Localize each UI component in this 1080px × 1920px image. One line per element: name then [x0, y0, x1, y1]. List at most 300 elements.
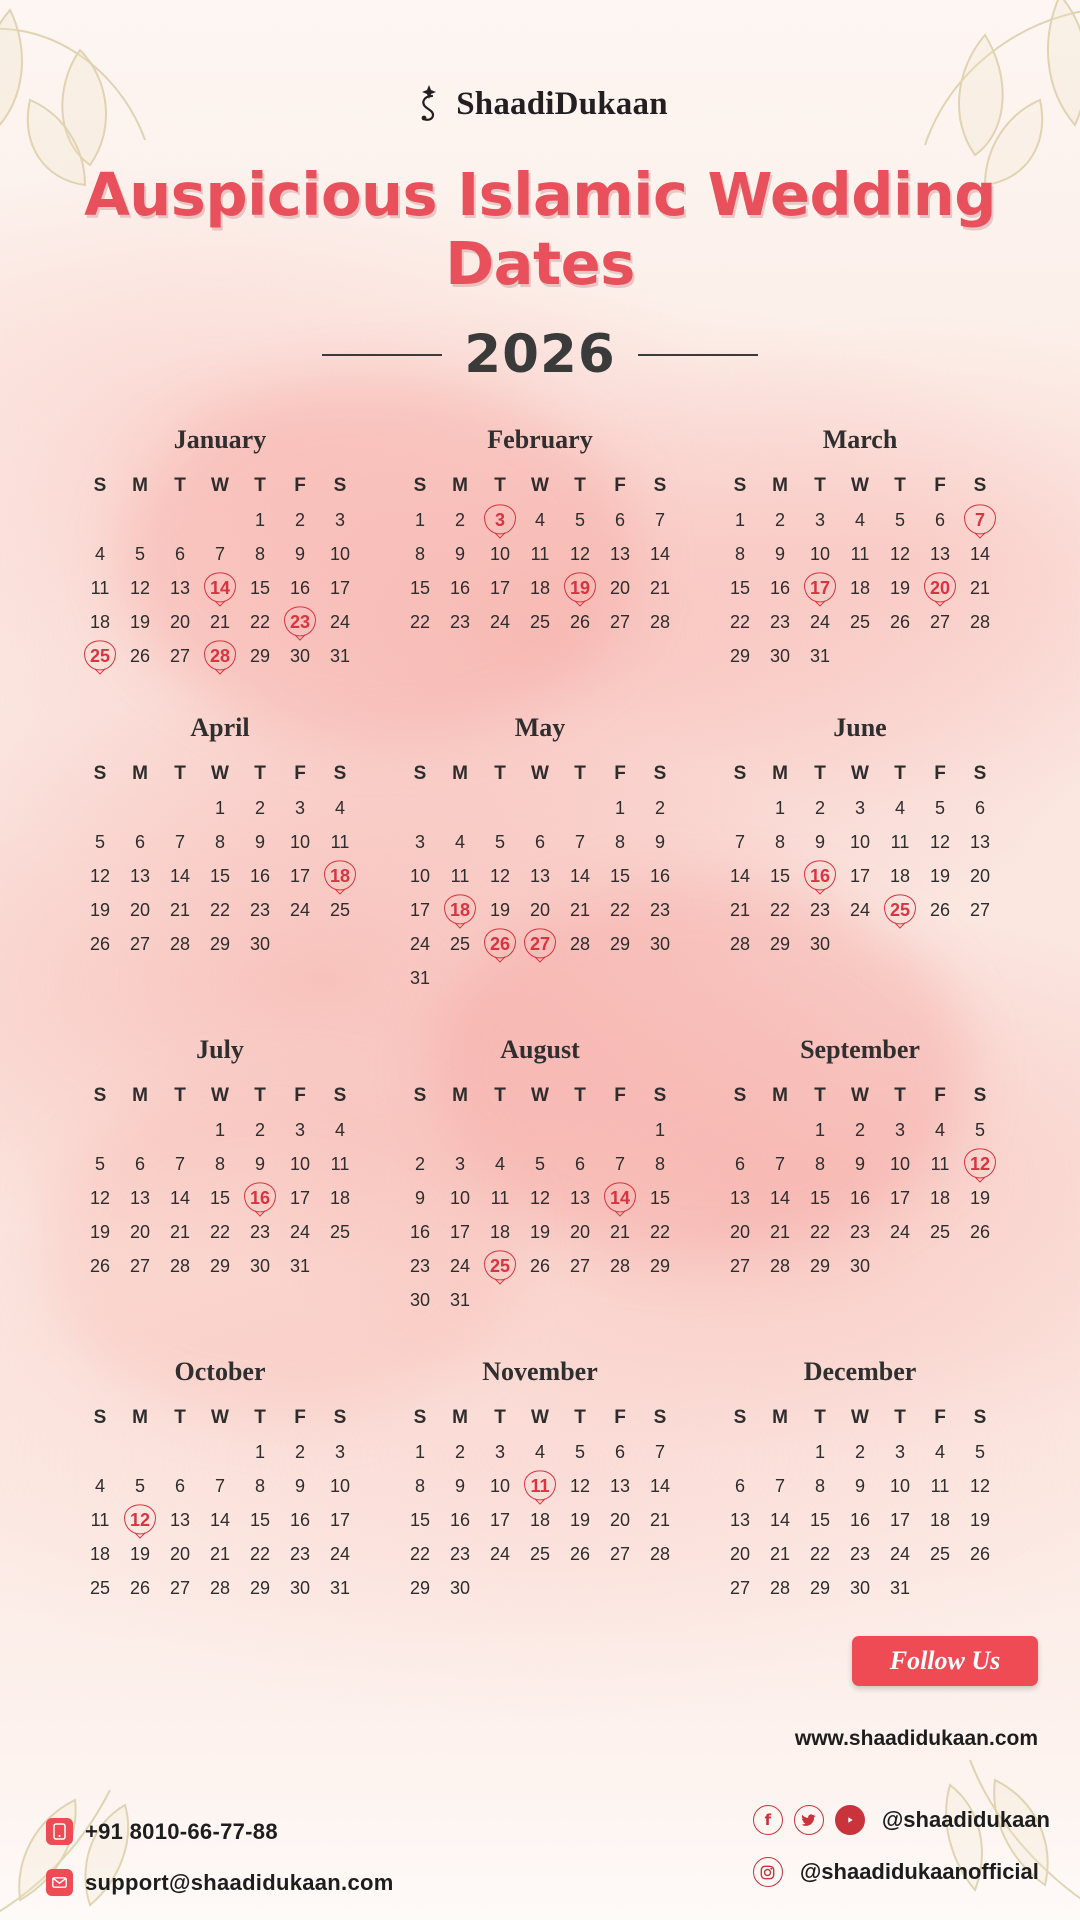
empty-day-cell [600, 961, 640, 995]
dow-label: W [211, 1407, 229, 1428]
week-row [700, 893, 1020, 927]
day-cell: 16 [769, 578, 791, 598]
auspicious-date-cell[interactable]: 12 [960, 1147, 1000, 1181]
day-cell: 1 [614, 798, 625, 818]
auspicious-date-cell[interactable]: 19 [560, 571, 600, 605]
day-cell: 21 [649, 1510, 671, 1530]
day-cell: 3 [294, 1120, 305, 1140]
day-cell: 3 [454, 1154, 465, 1174]
auspicious-date-cell[interactable]: 17 [800, 571, 840, 605]
day-cell: 15 [249, 578, 271, 598]
dow-label: S [733, 1085, 747, 1106]
day-cell: 21 [169, 900, 191, 920]
dow-label: T [494, 1407, 506, 1428]
day-cell: 14 [209, 1510, 231, 1530]
empty-day-cell [960, 927, 1000, 961]
day-cell: 25 [89, 1578, 111, 1598]
day-cell: 26 [969, 1222, 991, 1242]
dow-label: T [574, 475, 586, 496]
day-cell: 29 [249, 646, 271, 666]
day-cell: 15 [649, 1188, 671, 1208]
day-cell: 21 [649, 578, 671, 598]
dow-label: W [211, 475, 229, 496]
day-cell: 5 [574, 510, 585, 530]
day-cell: 28 [769, 1256, 791, 1276]
empty-day-cell [80, 1435, 120, 1469]
day-cell: 16 [449, 578, 471, 598]
website-url[interactable]: www.shaadidukaan.com [794, 1727, 1038, 1750]
day-cell: 10 [849, 832, 871, 852]
day-cell: 19 [969, 1510, 991, 1530]
day-cell: 5 [934, 798, 945, 818]
day-cell: 29 [249, 1578, 271, 1598]
twitter-icon[interactable] [794, 1805, 824, 1835]
empty-day-cell [160, 1435, 200, 1469]
empty-day-cell [560, 1113, 600, 1147]
dow-label: T [814, 763, 826, 784]
day-cell: 20 [569, 1222, 591, 1242]
empty-day-cell [80, 1113, 120, 1147]
day-cell: 19 [929, 866, 951, 886]
day-cell: 3 [414, 832, 425, 852]
day-cell: 23 [809, 900, 831, 920]
contact-info [46, 1818, 394, 1920]
day-cell: 12 [569, 544, 591, 564]
day-cell: 7 [174, 832, 185, 852]
instagram-icon[interactable] [753, 1857, 783, 1887]
week-row [60, 1537, 380, 1571]
week-row [380, 537, 700, 571]
auspicious-date-cell[interactable]: 25 [80, 639, 120, 673]
day-cell: 6 [614, 1442, 625, 1462]
day-cell: 6 [974, 798, 985, 818]
day-cell: 1 [214, 1120, 225, 1140]
week-row [380, 571, 700, 605]
dow-label: T [894, 475, 906, 496]
empty-day-cell [880, 927, 920, 961]
day-cell: 8 [814, 1476, 825, 1496]
day-cell: 27 [169, 646, 191, 666]
day-cell: 7 [774, 1154, 785, 1174]
day-cell: 28 [649, 612, 671, 632]
day-cell: 8 [734, 544, 745, 564]
day-cell: 28 [609, 1256, 631, 1276]
day-cell: 15 [409, 578, 431, 598]
day-cell: 15 [209, 1188, 231, 1208]
dow-label: S [413, 1085, 427, 1106]
dow-label: F [614, 1407, 626, 1428]
day-cell: 23 [449, 1544, 471, 1564]
day-cell: 26 [889, 612, 911, 632]
dow-label: M [772, 475, 788, 496]
day-cell: 13 [969, 832, 991, 852]
day-cell: 23 [249, 1222, 271, 1242]
day-cell: 8 [774, 832, 785, 852]
month-block [380, 713, 700, 995]
day-cell: 27 [129, 1256, 151, 1276]
day-cell: 4 [94, 1476, 105, 1496]
month-name: December [803, 1357, 917, 1386]
day-cell: 3 [854, 798, 865, 818]
empty-day-cell [880, 639, 920, 673]
empty-day-cell [200, 1435, 240, 1469]
day-cell: 28 [769, 1578, 791, 1598]
week-row [60, 1571, 380, 1605]
auspicious-date-cell[interactable]: 20 [920, 571, 960, 605]
month-block [60, 1357, 380, 1605]
day-cell: 12 [569, 1476, 591, 1496]
day-of-week-header [60, 757, 380, 791]
day-cell: 2 [254, 798, 265, 818]
day-cell: 5 [974, 1442, 985, 1462]
day-cell: 14 [649, 1476, 671, 1496]
dow-label: W [531, 475, 549, 496]
phone-number: +91 8010-66-77-88 [85, 1818, 278, 1844]
dow-label: S [333, 1085, 347, 1106]
day-cell: 15 [769, 866, 791, 886]
day-cell: 9 [774, 544, 785, 564]
auspicious-date-cell[interactable]: 14 [200, 571, 240, 605]
day-cell: 22 [809, 1222, 831, 1242]
month-name: July [196, 1035, 244, 1064]
day-cell: 28 [729, 934, 751, 954]
week-row [380, 605, 700, 639]
day-cell: 1 [254, 510, 265, 530]
day-cell: 23 [289, 1544, 311, 1564]
auspicious-date-cell[interactable]: 14 [600, 1181, 640, 1215]
day-cell: 6 [734, 1476, 745, 1496]
day-cell: 15 [809, 1188, 831, 1208]
dow-label: T [814, 475, 826, 496]
day-cell: 12 [529, 1188, 551, 1208]
day-cell: 6 [614, 510, 625, 530]
day-cell: 17 [289, 866, 311, 886]
auspicious-date-cell[interactable]: 12 [120, 1503, 160, 1537]
day-cell: 21 [209, 1544, 231, 1564]
day-cell: 26 [529, 1256, 551, 1276]
week-row [380, 1469, 700, 1503]
dow-label: F [614, 475, 626, 496]
day-cell: 18 [929, 1510, 951, 1530]
day-cell: 7 [574, 832, 585, 852]
auspicious-date-cell[interactable]: 16 [240, 1181, 280, 1215]
empty-day-cell [600, 1283, 640, 1317]
dow-label: M [132, 1085, 148, 1106]
day-cell: 6 [134, 832, 145, 852]
day-cell: 7 [654, 510, 665, 530]
empty-day-cell [160, 791, 200, 825]
day-cell: 17 [329, 1510, 351, 1530]
day-cell: 4 [454, 832, 465, 852]
week-row [380, 1283, 700, 1317]
empty-day-cell [520, 1571, 560, 1605]
day-cell: 12 [969, 1476, 991, 1496]
day-cell: 22 [209, 1222, 231, 1242]
day-of-week-header [60, 1079, 380, 1113]
day-cell: 17 [889, 1510, 911, 1530]
day-cell: 13 [129, 1188, 151, 1208]
month-block [380, 425, 700, 673]
week-row [60, 537, 380, 571]
empty-day-cell [440, 961, 480, 995]
month-block [60, 1035, 380, 1317]
day-cell: 17 [489, 578, 511, 598]
day-cell: 16 [649, 866, 671, 886]
empty-day-cell [760, 1113, 800, 1147]
month-name: June [833, 713, 887, 742]
day-cell: 28 [209, 1578, 231, 1598]
dow-label: T [574, 1085, 586, 1106]
social-row-main [753, 1805, 1050, 1835]
empty-day-cell [200, 503, 240, 537]
day-cell: 15 [249, 1510, 271, 1530]
auspicious-date-cell[interactable]: 23 [280, 605, 320, 639]
week-row [380, 1537, 700, 1571]
day-cell: 27 [569, 1256, 591, 1276]
day-cell: 1 [654, 1120, 665, 1140]
dow-label: S [733, 1407, 747, 1428]
envelope-icon [46, 1869, 73, 1896]
empty-day-cell [480, 1283, 520, 1317]
week-row [380, 1147, 700, 1181]
empty-day-cell [440, 1113, 480, 1147]
day-cell: 8 [614, 832, 625, 852]
social-row-instagram [753, 1857, 1050, 1887]
day-cell: 14 [169, 866, 191, 886]
day-cell: 4 [534, 1442, 545, 1462]
auspicious-date-cell[interactable]: 27 [520, 927, 560, 961]
dow-label: W [531, 763, 549, 784]
week-row [700, 1181, 1020, 1215]
week-row [60, 1181, 380, 1215]
day-cell: 14 [169, 1188, 191, 1208]
day-cell: 28 [969, 612, 991, 632]
week-row [700, 1113, 1020, 1147]
day-cell: 27 [609, 612, 631, 632]
day-of-week-header [60, 1401, 380, 1435]
day-cell: 26 [129, 1578, 151, 1598]
day-cell: 23 [649, 900, 671, 920]
day-cell: 16 [849, 1510, 871, 1530]
week-row [60, 927, 380, 961]
day-cell: 27 [969, 900, 991, 920]
dow-label: S [653, 1085, 667, 1106]
day-cell: 4 [94, 544, 105, 564]
instagram-handle: @shaadidukaanofficial [799, 1859, 1039, 1884]
day-cell: 18 [889, 866, 911, 886]
auspicious-date-cell[interactable]: 25 [880, 893, 920, 927]
week-row [60, 825, 380, 859]
day-cell: 22 [809, 1544, 831, 1564]
day-cell: 19 [969, 1188, 991, 1208]
day-cell: 11 [490, 1188, 510, 1208]
day-cell: 10 [889, 1476, 911, 1496]
youtube-icon[interactable] [835, 1805, 865, 1835]
dow-label: S [333, 475, 347, 496]
day-cell: 16 [849, 1188, 871, 1208]
auspicious-date-cell[interactable]: 11 [520, 1469, 560, 1503]
social-handle: @shaadidukaan [881, 1807, 1050, 1832]
month-name: September [800, 1035, 920, 1064]
empty-day-cell [960, 1571, 1000, 1605]
day-cell: 2 [294, 1442, 305, 1462]
day-cell: 31 [329, 646, 351, 666]
auspicious-date-cell[interactable]: 28 [200, 639, 240, 673]
dow-label: F [934, 1407, 946, 1428]
empty-day-cell [560, 961, 600, 995]
empty-day-cell [560, 1571, 600, 1605]
dow-label: M [452, 763, 468, 784]
empty-day-cell [480, 791, 520, 825]
dow-label: W [211, 1085, 229, 1106]
week-row [60, 859, 380, 893]
day-of-week-header [700, 1401, 1020, 1435]
day-cell: 23 [769, 612, 791, 632]
day-cell: 31 [449, 1290, 471, 1310]
day-cell: 8 [814, 1154, 825, 1174]
week-row [700, 825, 1020, 859]
day-cell: 15 [409, 1510, 431, 1530]
day-cell: 17 [289, 1188, 311, 1208]
empty-day-cell [120, 503, 160, 537]
empty-day-cell [160, 503, 200, 537]
day-cell: 4 [934, 1120, 945, 1140]
day-cell: 5 [94, 1154, 105, 1174]
day-cell: 12 [129, 578, 151, 598]
day-cell: 18 [489, 1222, 511, 1242]
empty-day-cell [920, 639, 960, 673]
follow-us-button[interactable]: Follow Us [852, 1636, 1038, 1686]
day-cell: 25 [529, 612, 551, 632]
day-cell: 10 [289, 1154, 311, 1174]
month-name: March [822, 425, 898, 454]
day-cell: 7 [774, 1476, 785, 1496]
day-cell: 3 [894, 1120, 905, 1140]
day-cell: 28 [169, 934, 191, 954]
month-block [380, 1357, 700, 1605]
empty-day-cell [720, 1113, 760, 1147]
day-of-week-header [380, 469, 700, 503]
facebook-icon[interactable]: f [753, 1805, 783, 1835]
dow-label: M [132, 1407, 148, 1428]
dow-label: S [413, 475, 427, 496]
dow-label: S [413, 763, 427, 784]
auspicious-date-cell[interactable]: 16 [800, 859, 840, 893]
day-cell: 4 [494, 1154, 505, 1174]
week-row [60, 893, 380, 927]
dow-label: T [494, 763, 506, 784]
day-cell: 7 [654, 1442, 665, 1462]
auspicious-date-cell[interactable]: 25 [480, 1249, 520, 1283]
week-row [700, 927, 1020, 961]
day-cell: 23 [849, 1222, 871, 1242]
day-cell: 21 [969, 578, 991, 598]
day-cell: 7 [734, 832, 745, 852]
brand-name: ShaadiDukaan [456, 85, 668, 122]
week-row [380, 1571, 700, 1605]
day-cell: 20 [609, 1510, 631, 1530]
day-cell: 11 [930, 1154, 950, 1174]
day-of-week-header [380, 1401, 700, 1435]
auspicious-date-cell[interactable]: 3 [480, 503, 520, 537]
day-of-week-header [380, 757, 700, 791]
day-cell: 1 [414, 1442, 425, 1462]
day-cell: 14 [769, 1188, 791, 1208]
empty-day-cell [560, 791, 600, 825]
empty-day-cell [440, 791, 480, 825]
email-row[interactable] [46, 1869, 394, 1896]
day-cell: 18 [529, 1510, 551, 1530]
day-cell: 24 [449, 1256, 471, 1276]
dow-label: T [254, 475, 266, 496]
dow-label: T [174, 475, 186, 496]
day-cell: 27 [929, 612, 951, 632]
day-cell: 13 [609, 1476, 631, 1496]
day-cell: 22 [249, 1544, 271, 1564]
day-cell: 24 [889, 1222, 911, 1242]
week-row [380, 893, 700, 927]
day-cell: 1 [254, 1442, 265, 1462]
week-row [700, 791, 1020, 825]
day-of-week-header [700, 757, 1020, 791]
month-name: April [190, 713, 250, 742]
day-cell: 12 [489, 866, 511, 886]
auspicious-date-cell[interactable]: 7 [960, 503, 1000, 537]
month-block [700, 713, 1020, 995]
day-cell: 12 [89, 866, 111, 886]
day-cell: 16 [289, 1510, 311, 1530]
day-cell: 2 [654, 798, 665, 818]
dow-label: T [494, 475, 506, 496]
dow-label: S [973, 475, 987, 496]
day-cell: 17 [849, 866, 871, 886]
day-cell: 9 [454, 544, 465, 564]
day-cell: 29 [809, 1256, 831, 1276]
week-row [60, 1113, 380, 1147]
dow-label: T [574, 763, 586, 784]
auspicious-date-cell[interactable]: 18 [320, 859, 360, 893]
day-cell: 8 [214, 832, 225, 852]
week-row [380, 1503, 700, 1537]
dow-label: S [973, 763, 987, 784]
phone-row[interactable] [46, 1818, 394, 1845]
dow-label: S [733, 763, 747, 784]
day-cell: 23 [849, 1544, 871, 1564]
dow-label: F [934, 763, 946, 784]
day-cell: 9 [254, 1154, 265, 1174]
week-row [380, 1435, 700, 1469]
day-cell: 6 [734, 1154, 745, 1174]
day-cell: 4 [334, 1120, 345, 1140]
day-cell: 29 [609, 934, 631, 954]
month-block [700, 425, 1020, 673]
dow-label: F [934, 475, 946, 496]
day-cell: 26 [969, 1544, 991, 1564]
day-cell: 6 [534, 832, 545, 852]
day-cell: 12 [89, 1188, 111, 1208]
empty-day-cell [840, 927, 880, 961]
day-cell: 28 [169, 1256, 191, 1276]
day-cell: 23 [449, 612, 471, 632]
dow-label: T [174, 763, 186, 784]
dow-label: M [772, 1085, 788, 1106]
day-cell: 11 [90, 1510, 110, 1530]
day-cell: 20 [129, 1222, 151, 1242]
auspicious-date-cell[interactable]: 26 [480, 927, 520, 961]
auspicious-date-cell[interactable]: 18 [440, 893, 480, 927]
day-cell: 15 [809, 1510, 831, 1530]
dow-label: S [333, 763, 347, 784]
